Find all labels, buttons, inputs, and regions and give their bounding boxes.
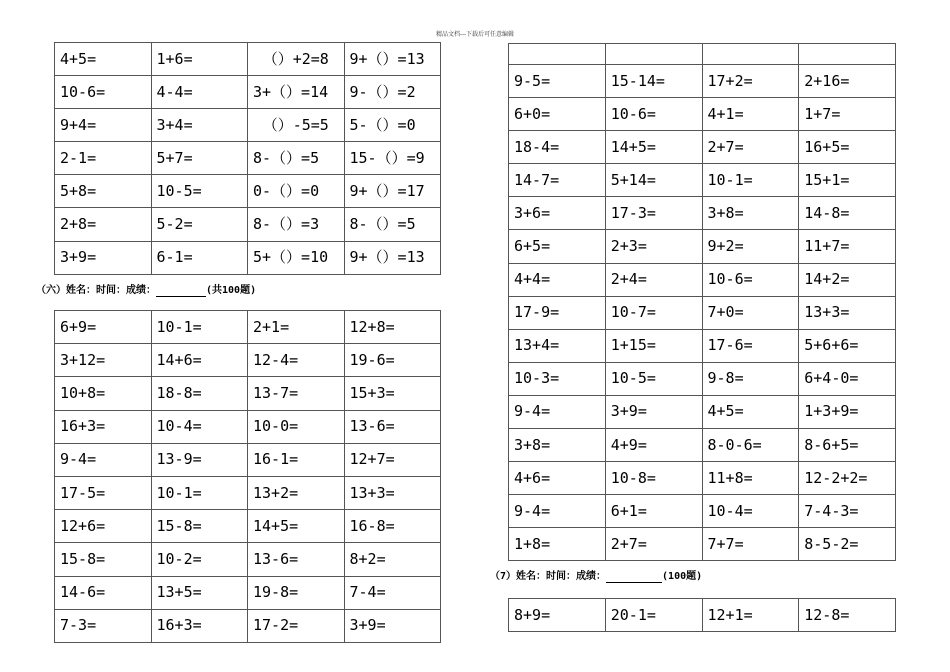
table-row bbox=[55, 543, 441, 576]
problem-cell: 2+7= bbox=[605, 528, 702, 561]
problem-cell: 13-7= bbox=[248, 377, 345, 410]
problem-cell: 10-0= bbox=[248, 410, 345, 443]
problem-cell: 10-6= bbox=[702, 263, 799, 296]
problem-cell: 6+9= bbox=[55, 311, 152, 344]
section-7-prefix: （7）姓名：时间：成绩： bbox=[490, 571, 607, 582]
score-blank-line bbox=[156, 286, 206, 297]
table-row bbox=[509, 362, 896, 395]
problem-cell: 7+0= bbox=[702, 296, 799, 329]
problem-cell: 4+9= bbox=[605, 429, 702, 462]
table-row bbox=[509, 65, 896, 98]
table-row bbox=[55, 208, 441, 241]
problem-cell: 5+7= bbox=[151, 142, 248, 175]
blank-cell bbox=[605, 44, 702, 65]
table-row bbox=[509, 296, 896, 329]
problem-cell: 13+2= bbox=[248, 476, 345, 509]
problem-cell: 7-4= bbox=[344, 576, 441, 609]
problem-cell: 3+6= bbox=[509, 197, 606, 230]
problem-cell: 10-4= bbox=[151, 410, 248, 443]
problem-cell: 17-6= bbox=[702, 329, 799, 362]
problem-cell: 7-3= bbox=[55, 609, 152, 642]
problem-cell: 14-6= bbox=[55, 576, 152, 609]
table-row bbox=[509, 197, 896, 230]
table-row bbox=[55, 377, 441, 410]
section-6-heading bbox=[36, 285, 256, 297]
table-row bbox=[55, 142, 441, 175]
worksheet-table-top-right bbox=[508, 43, 896, 561]
problem-cell: 13+3= bbox=[799, 296, 896, 329]
problem-cell: 7-4-3= bbox=[799, 495, 896, 528]
problem-cell: 15-8= bbox=[55, 543, 152, 576]
problem-cell: 5+14= bbox=[605, 164, 702, 197]
problem-cell: 3+12= bbox=[55, 344, 152, 377]
problem-cell: 18-8= bbox=[151, 377, 248, 410]
table-row bbox=[55, 43, 441, 76]
problem-cell: 14-7= bbox=[509, 164, 606, 197]
table-row bbox=[509, 395, 896, 428]
table-row bbox=[55, 576, 441, 609]
blank-cell bbox=[702, 44, 799, 65]
problem-cell: 9+2= bbox=[702, 230, 799, 263]
problem-cell: 6+1= bbox=[605, 495, 702, 528]
problem-cell: 11+7= bbox=[799, 230, 896, 263]
problem-cell: 14+5= bbox=[605, 131, 702, 164]
problem-cell: 10+8= bbox=[55, 377, 152, 410]
problem-cell: 13-9= bbox=[151, 443, 248, 476]
problem-cell: 4+5= bbox=[702, 395, 799, 428]
problem-cell: 16-1= bbox=[248, 443, 345, 476]
problem-cell: 13-6= bbox=[248, 543, 345, 576]
problem-cell: 15-14= bbox=[605, 65, 702, 98]
problem-cell: 5+（）=10 bbox=[248, 241, 345, 274]
table-row bbox=[55, 443, 441, 476]
problem-cell: 10-3= bbox=[509, 362, 606, 395]
problem-cell: 20-1= bbox=[605, 599, 702, 632]
section-7-heading bbox=[490, 571, 702, 583]
problem-cell: 4+6= bbox=[509, 462, 606, 495]
problem-cell: 2+3= bbox=[605, 230, 702, 263]
problem-cell: 12+8= bbox=[344, 311, 441, 344]
problem-cell: 9-4= bbox=[509, 395, 606, 428]
table-row-blank bbox=[509, 44, 896, 65]
table-row bbox=[55, 175, 441, 208]
table-row bbox=[509, 98, 896, 131]
problem-cell: 15+3= bbox=[344, 377, 441, 410]
problem-cell: 8-（）=5 bbox=[344, 208, 441, 241]
problem-cell: 2+4= bbox=[605, 263, 702, 296]
problem-cell: 2-1= bbox=[55, 142, 152, 175]
problem-cell: 12+6= bbox=[55, 510, 152, 543]
table-row bbox=[55, 76, 441, 109]
problem-cell: 5-（）=0 bbox=[344, 109, 441, 142]
problem-cell: 0-（）=0 bbox=[248, 175, 345, 208]
problem-cell: 14+5= bbox=[248, 510, 345, 543]
problem-cell: 3+4= bbox=[151, 109, 248, 142]
problem-cell: 19-6= bbox=[344, 344, 441, 377]
problem-cell: 6-1= bbox=[151, 241, 248, 274]
worksheet-table-bottom-right bbox=[508, 598, 896, 632]
problem-cell: 10-6= bbox=[55, 76, 152, 109]
problem-cell: 6+5= bbox=[509, 230, 606, 263]
problem-cell: 2+7= bbox=[702, 131, 799, 164]
table-row bbox=[509, 462, 896, 495]
problem-cell: 17-5= bbox=[55, 476, 152, 509]
problem-cell: 2+8= bbox=[55, 208, 152, 241]
problem-cell: 8-5-2= bbox=[799, 528, 896, 561]
problem-cell: 1+3+9= bbox=[799, 395, 896, 428]
section-6-count: (共100题) bbox=[206, 285, 257, 296]
section-7-count: (100题) bbox=[662, 571, 703, 582]
problem-cell: 1+15= bbox=[605, 329, 702, 362]
problem-cell: 13+5= bbox=[151, 576, 248, 609]
table-row bbox=[55, 510, 441, 543]
problem-cell: 10-1= bbox=[151, 476, 248, 509]
table-row bbox=[509, 230, 896, 263]
problem-cell: 12-2+2= bbox=[799, 462, 896, 495]
problem-cell: 10-1= bbox=[702, 164, 799, 197]
problem-cell: （）+2=8 bbox=[248, 43, 345, 76]
problem-cell: 12-8= bbox=[799, 599, 896, 632]
problem-cell: 8-6+5= bbox=[799, 429, 896, 462]
problem-cell: 6+4-0= bbox=[799, 362, 896, 395]
problem-cell: 17+2= bbox=[702, 65, 799, 98]
table-row bbox=[509, 329, 896, 362]
problem-cell: 10-8= bbox=[605, 462, 702, 495]
problem-cell: 9+（）=13 bbox=[344, 241, 441, 274]
problem-cell: 10-7= bbox=[605, 296, 702, 329]
problem-cell: 8+9= bbox=[509, 599, 606, 632]
problem-cell: 5+6+6= bbox=[799, 329, 896, 362]
problem-cell: 16+5= bbox=[799, 131, 896, 164]
table-row bbox=[509, 495, 896, 528]
problem-cell: 18-4= bbox=[509, 131, 606, 164]
problem-cell: 9-5= bbox=[509, 65, 606, 98]
table-row bbox=[55, 410, 441, 443]
blank-cell bbox=[799, 44, 896, 65]
problem-cell: 13+4= bbox=[509, 329, 606, 362]
problem-cell: 13+3= bbox=[344, 476, 441, 509]
problem-cell: 12-4= bbox=[248, 344, 345, 377]
problem-cell: 16+3= bbox=[55, 410, 152, 443]
table-row bbox=[55, 241, 441, 274]
problem-cell: 3+9= bbox=[344, 609, 441, 642]
problem-cell: 6+0= bbox=[509, 98, 606, 131]
problem-cell: 15+1= bbox=[799, 164, 896, 197]
problem-cell: 10-5= bbox=[605, 362, 702, 395]
problem-cell: 8-（）=3 bbox=[248, 208, 345, 241]
problem-cell: 10-1= bbox=[151, 311, 248, 344]
problem-cell: 9-（）=2 bbox=[344, 76, 441, 109]
problem-cell: （）-5=5 bbox=[248, 109, 345, 142]
problem-cell: 3+9= bbox=[605, 395, 702, 428]
blank-cell bbox=[509, 44, 606, 65]
problem-cell: 19-8= bbox=[248, 576, 345, 609]
problem-cell: 7+7= bbox=[702, 528, 799, 561]
problem-cell: 1+8= bbox=[509, 528, 606, 561]
problem-cell: 10-4= bbox=[702, 495, 799, 528]
table-row bbox=[509, 429, 896, 462]
problem-cell: 10-2= bbox=[151, 543, 248, 576]
problem-cell: 17-9= bbox=[509, 296, 606, 329]
table-row bbox=[55, 311, 441, 344]
table-row bbox=[509, 599, 896, 632]
problem-cell: 14+6= bbox=[151, 344, 248, 377]
problem-cell: 3+8= bbox=[702, 197, 799, 230]
table-row bbox=[55, 609, 441, 642]
problem-cell: 8-（）=5 bbox=[248, 142, 345, 175]
problem-cell: 9+（）=17 bbox=[344, 175, 441, 208]
problem-cell: 14+2= bbox=[799, 263, 896, 296]
problem-cell: 10-5= bbox=[151, 175, 248, 208]
table-row bbox=[509, 164, 896, 197]
problem-cell: 15-8= bbox=[151, 510, 248, 543]
problem-cell: 14-8= bbox=[799, 197, 896, 230]
problem-cell: 4+1= bbox=[702, 98, 799, 131]
problem-cell: 2+1= bbox=[248, 311, 345, 344]
score-blank-line bbox=[606, 572, 662, 583]
problem-cell: 9-4= bbox=[509, 495, 606, 528]
problem-cell: 1+6= bbox=[151, 43, 248, 76]
problem-cell: 10-6= bbox=[605, 98, 702, 131]
problem-cell: 9+4= bbox=[55, 109, 152, 142]
problem-cell: 9-4= bbox=[55, 443, 152, 476]
header-note: 精品文档---下载后可任意编辑 bbox=[435, 31, 515, 38]
table-row bbox=[509, 263, 896, 296]
problem-cell: 3+（）=14 bbox=[248, 76, 345, 109]
problem-cell: 4-4= bbox=[151, 76, 248, 109]
problem-cell: 2+16= bbox=[799, 65, 896, 98]
table-row bbox=[509, 528, 896, 561]
problem-cell: 1+7= bbox=[799, 98, 896, 131]
problem-cell: 8+2= bbox=[344, 543, 441, 576]
problem-cell: 3+9= bbox=[55, 241, 152, 274]
problem-cell: 3+8= bbox=[509, 429, 606, 462]
problem-cell: 9+（）=13 bbox=[344, 43, 441, 76]
problem-cell: 5+8= bbox=[55, 175, 152, 208]
problem-cell: 11+8= bbox=[702, 462, 799, 495]
section-6-prefix: （六）姓名：时间：成绩： bbox=[36, 285, 156, 296]
problem-cell: 8-0-6= bbox=[702, 429, 799, 462]
table-row bbox=[509, 131, 896, 164]
problem-cell: 4+5= bbox=[55, 43, 152, 76]
problem-cell: 15-（）=9 bbox=[344, 142, 441, 175]
table-row bbox=[55, 109, 441, 142]
problem-cell: 17-2= bbox=[248, 609, 345, 642]
problem-cell: 12+1= bbox=[702, 599, 799, 632]
worksheet-table-bottom-left bbox=[54, 310, 441, 643]
problem-cell: 12+7= bbox=[344, 443, 441, 476]
problem-cell: 5-2= bbox=[151, 208, 248, 241]
problem-cell: 13-6= bbox=[344, 410, 441, 443]
problem-cell: 16-8= bbox=[344, 510, 441, 543]
problem-cell: 9-8= bbox=[702, 362, 799, 395]
table-row bbox=[55, 344, 441, 377]
problem-cell: 16+3= bbox=[151, 609, 248, 642]
problem-cell: 4+4= bbox=[509, 263, 606, 296]
problem-cell: 17-3= bbox=[605, 197, 702, 230]
worksheet-table-top-left bbox=[54, 42, 441, 275]
table-row bbox=[55, 476, 441, 509]
